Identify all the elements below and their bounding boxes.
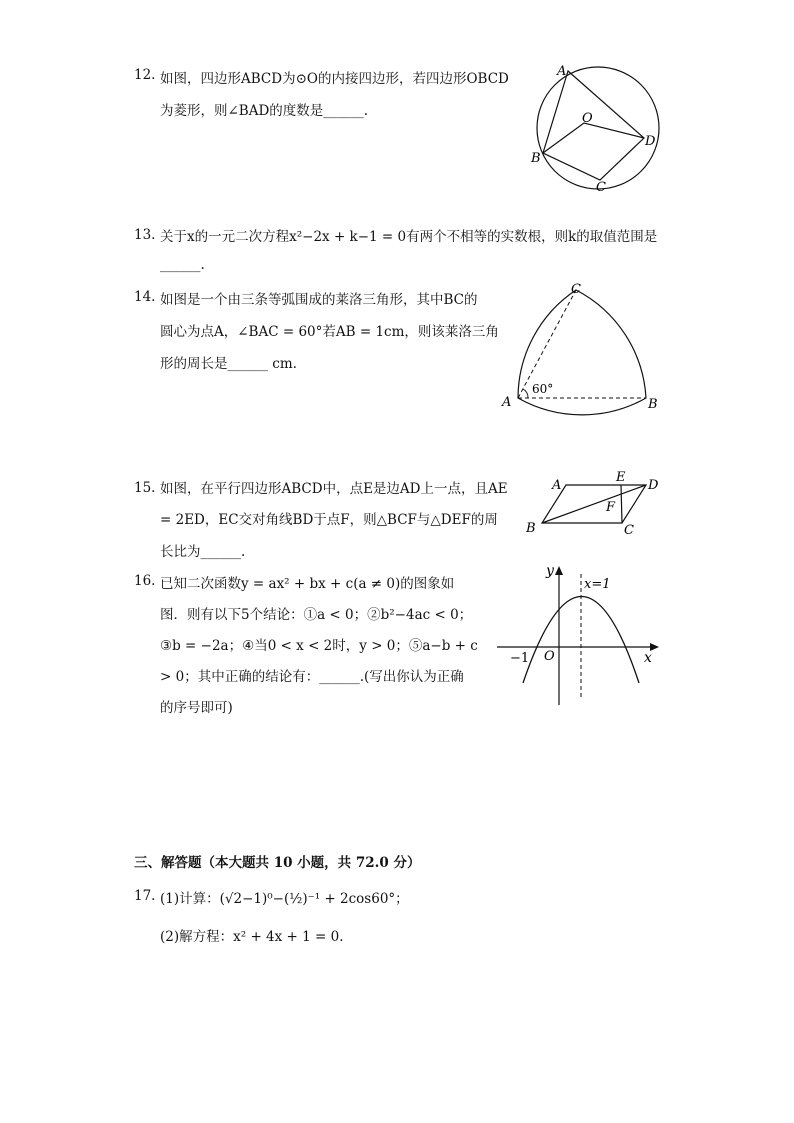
- reuleaux-outline: [518, 290, 646, 415]
- label-b: B: [648, 397, 658, 412]
- label-a: A: [557, 64, 567, 79]
- label-c: C: [596, 180, 606, 195]
- q16-figure-parabola: [492, 560, 667, 710]
- label-c: C: [624, 523, 634, 538]
- circle-o: [537, 67, 659, 189]
- label-o: O: [582, 111, 593, 126]
- label-f: F: [606, 500, 616, 515]
- q16-line4: > 0；其中正确的结论有：______.(写出你认为正确: [160, 669, 464, 685]
- q13-line2: ______.: [160, 257, 205, 273]
- q14-line2: 圆心为点A，∠BAC = 60°若AB = 1cm，则该莱洛三角: [160, 324, 499, 340]
- label-o: O: [544, 649, 555, 664]
- label-axis: x=1: [584, 577, 611, 592]
- q12-number: 12.: [134, 67, 156, 83]
- q12-figure-circle-quadrilateral: [526, 58, 666, 198]
- q17-part2: (2)解方程：x² + 4x + 1 = 0.: [160, 929, 344, 945]
- q17-part1: (1)计算：(√2−1)⁰−(½)⁻¹ + 2cos60°；: [160, 891, 409, 907]
- q15-line3: 长比为______.: [160, 544, 246, 560]
- section-title: 三、解答题（本大题共 10 小题，共 72.0 分）: [134, 855, 421, 871]
- q15-line1: 如图，在平行四边形ABCD中，点E是边AD上一点，且AE: [160, 481, 508, 497]
- q15-number: 15.: [134, 480, 156, 496]
- label-y: y: [546, 563, 554, 579]
- q16-line2: 图．则有以下5个结论：①a < 0；②b²−4ac < 0；: [160, 607, 473, 623]
- q16-line1: 已知二次函数y = ax² + bx + c(a ≠ 0)的图象如: [160, 576, 455, 592]
- q15-figure-parallelogram: [520, 468, 670, 540]
- q12-line1: 如图，四边形ABCD为⊙O的内接四边形，若四边形OBCD: [160, 71, 509, 87]
- q12-line2: 为菱形，则∠BAD的度数是______.: [160, 103, 369, 119]
- q15-line2: = 2ED，EC交对角线BD于点F，则△BCF与△DEF的周: [160, 512, 498, 528]
- q17-number: 17.: [134, 888, 156, 904]
- q13-line1: 关于x的一元二次方程x²−2x + k−1 = 0有两个不相等的实数根，则k的取值范围是: [160, 229, 658, 245]
- label-e: E: [616, 470, 626, 485]
- q14-number: 14.: [134, 289, 156, 305]
- q14-figure-reuleaux-triangle: [496, 278, 666, 428]
- label-a: A: [502, 395, 512, 410]
- angle-arc: [523, 389, 528, 398]
- label-c: C: [571, 282, 581, 297]
- label-neg1: −1: [510, 651, 530, 666]
- label-d: D: [648, 478, 659, 493]
- q14-line3: 形的周长是______ cm.: [160, 356, 297, 372]
- label-b: B: [526, 521, 536, 536]
- label-a: A: [552, 478, 562, 493]
- rhombus-obcd: [543, 123, 644, 153]
- y-axis-arrow: [555, 566, 563, 575]
- q16-line3: ③b = −2a；④当0 < x < 2时，y > 0；⑤a−b + c: [160, 638, 478, 654]
- q14-line1: 如图是一个由三条等弧围成的莱洛三角形，其中BC的: [160, 292, 478, 308]
- q16-number: 16.: [134, 573, 156, 589]
- q16-line5: 的序号即可): [160, 700, 233, 716]
- label-b: B: [531, 151, 541, 166]
- q13-number: 13.: [134, 227, 156, 243]
- label-angle: 60°: [532, 382, 554, 396]
- label-d: D: [645, 134, 656, 149]
- segment-ec: [621, 485, 622, 523]
- label-x: x: [644, 650, 652, 666]
